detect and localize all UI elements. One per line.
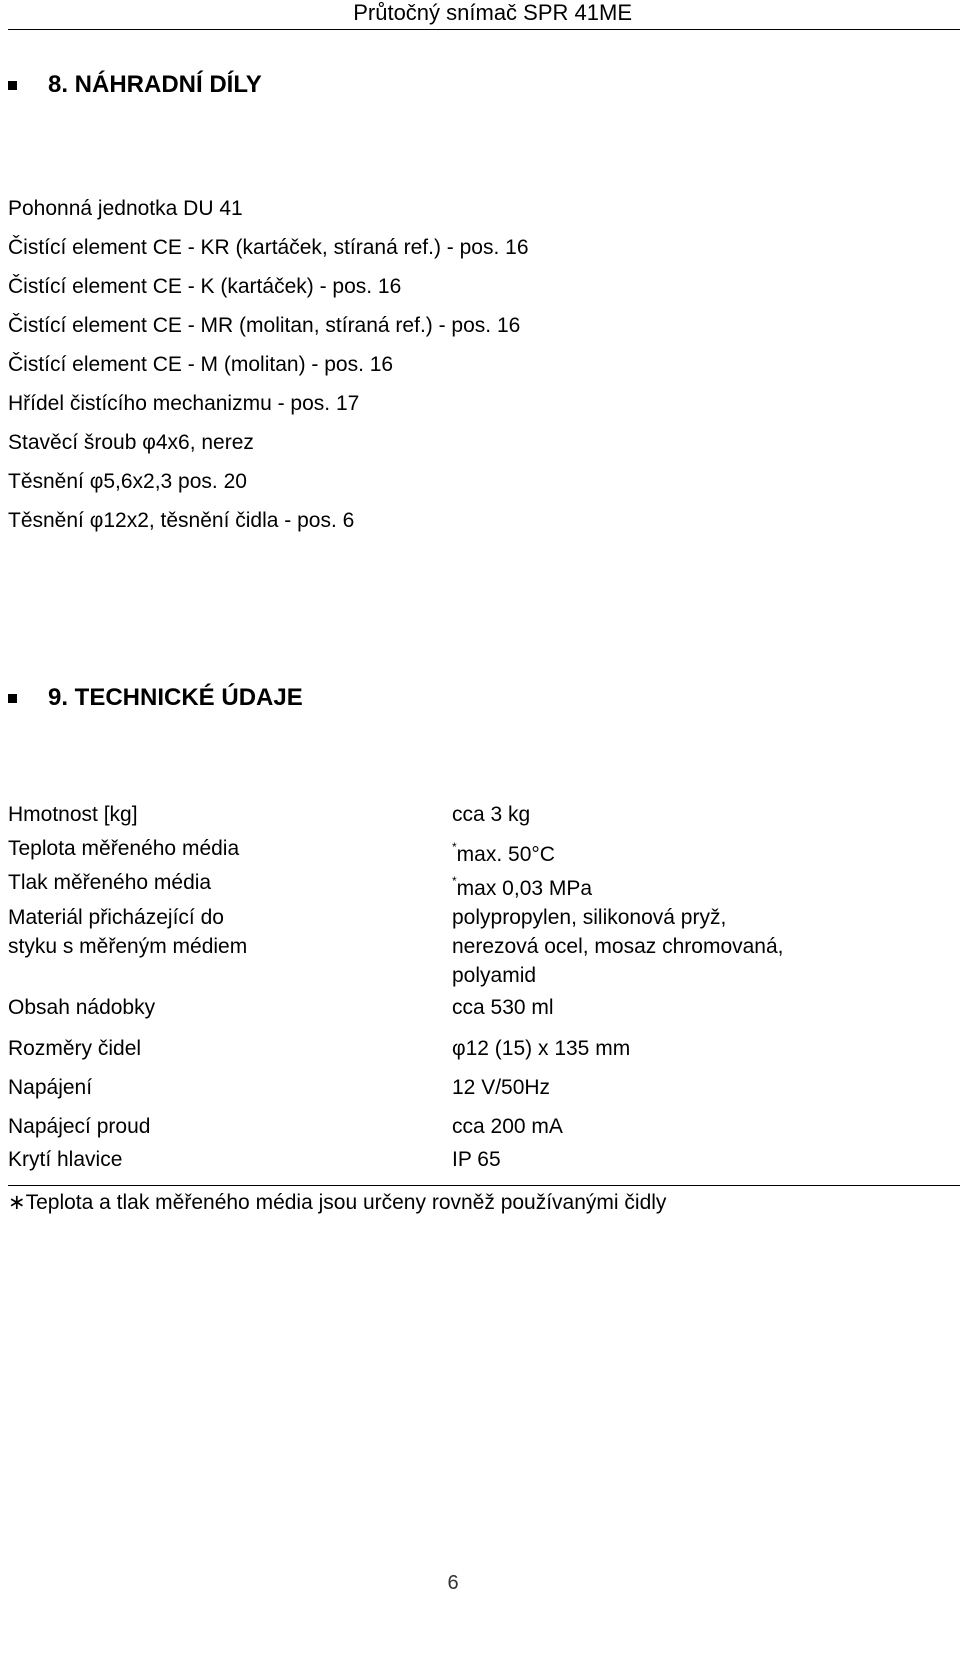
- spec-label: Krytí hlavice: [8, 1148, 123, 1171]
- spec-value: max 0,03 MPa: [456, 877, 593, 900]
- list-item: Čistící element CE - M (molitan) - pos. 16: [8, 353, 394, 376]
- footnote-marker: *: [452, 874, 457, 888]
- list-item: Pohonná jednotka DU 41: [8, 197, 243, 220]
- spec-value-with-marker: [452, 836, 555, 868]
- footnote-marker: *: [452, 840, 457, 854]
- spec-label: Napájecí proud: [8, 1115, 151, 1138]
- footnote: ∗Teplota a tlak měřeného média jsou určeny rovněž používanými čidly: [8, 1191, 667, 1214]
- list-item: Stavěcí šroub φ4x6, nerez: [8, 431, 254, 454]
- section-title: 9. TECHNICKÉ ÚDAJE: [48, 684, 303, 711]
- section-title: 8. NÁHRADNÍ DÍLY: [48, 71, 262, 98]
- footnote-divider: [8, 1185, 960, 1186]
- section-technical-data-heading: [8, 683, 303, 713]
- spec-value: cca 200 mA: [452, 1115, 563, 1138]
- list-item: Hřídel čistícího mechanizmu - pos. 17: [8, 392, 360, 415]
- list-item: Čistící element CE - KR (kartáček, stíraná ref.) - pos. 16: [8, 236, 529, 259]
- section-spare-parts-heading: [8, 70, 262, 100]
- page-number: 6: [447, 1572, 459, 1594]
- spec-label: Rozměry čidel: [8, 1037, 142, 1060]
- spec-value: cca 530 ml: [452, 996, 554, 1019]
- header-divider: [8, 29, 960, 30]
- spec-label: Teplota měřeného média: [8, 837, 240, 860]
- spec-value: 12 V/50Hz: [452, 1076, 551, 1099]
- square-bullet-icon: [8, 694, 17, 703]
- spec-value: φ12 (15) x 135 mm: [452, 1037, 631, 1060]
- list-item: Těsnění φ12x2, těsnění čidla - pos. 6: [8, 509, 355, 532]
- spec-label: Materiál přicházející do styku s měřeným médiem: [8, 906, 248, 958]
- spec-value: cca 3 kg: [452, 803, 531, 826]
- spare-parts-list: [8, 197, 529, 548]
- list-item: Čistící element CE - MR (molitan, stíraná ref.) - pos. 16: [8, 314, 521, 337]
- spec-label: Napájení: [8, 1076, 93, 1099]
- list-item: Čistící element CE - K (kartáček) - pos. 16: [8, 275, 402, 298]
- spec-value: polypropylen, silikonová pryž, nerezová ocel, mosaz chromovaná, polyamid: [452, 906, 784, 987]
- spec-value: max. 50°C: [456, 843, 555, 866]
- spec-label: Hmotnost [kg]: [8, 803, 138, 826]
- square-bullet-icon: [8, 81, 17, 90]
- document-header-title: Průtočný snímač SPR 41ME: [353, 0, 632, 25]
- spec-label: Tlak měřeného média: [8, 871, 212, 894]
- spec-value: IP 65: [452, 1148, 501, 1171]
- spec-label: Obsah nádobky: [8, 996, 156, 1019]
- spec-value-with-marker: [452, 870, 592, 902]
- list-item: Těsnění φ5,6x2,3 pos. 20: [8, 470, 247, 493]
